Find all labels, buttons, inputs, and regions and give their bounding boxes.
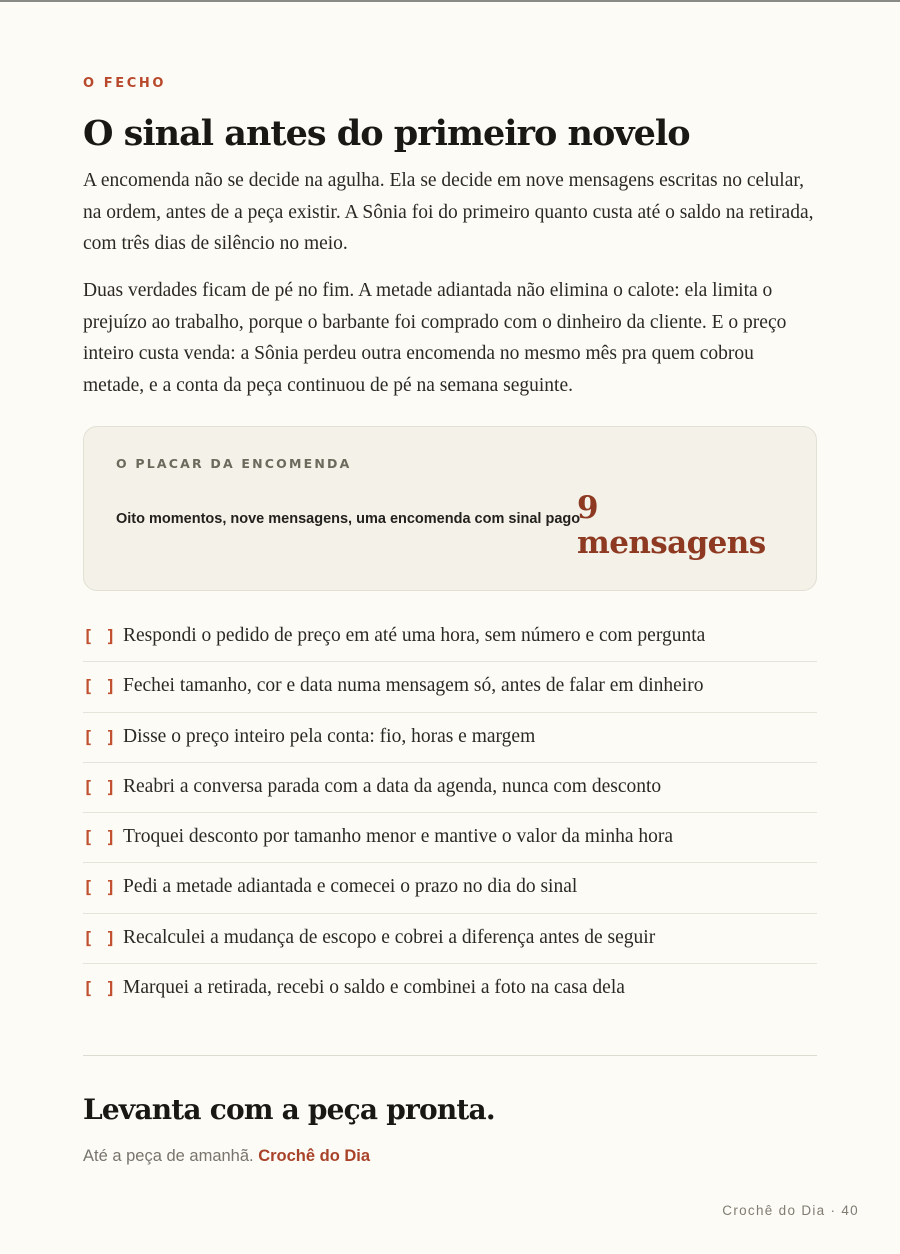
checkbox-icon[interactable]: [ ] [83, 878, 117, 899]
checklist-item[interactable] [83, 964, 817, 1014]
section-eyebrow: O FECHO [83, 76, 167, 91]
checkbox-icon[interactable]: [ ] [83, 777, 117, 798]
checkbox-icon[interactable]: [ ] [83, 727, 117, 748]
checklist-item[interactable] [83, 813, 817, 863]
section-divider [83, 1055, 817, 1056]
checklist-item[interactable] [83, 914, 817, 964]
section-title: O sinal antes do primeiro novelo [83, 113, 690, 154]
checkbox-icon[interactable]: [ ] [83, 627, 117, 647]
checkbox-icon[interactable]: [ ] [83, 828, 117, 849]
checklist-item[interactable] [83, 863, 817, 913]
conclusion-paragraph: Duas verdades ficam de pé no fim. A metade adiantada não elimina o calote: ela limita o prejuízo ao trabalho, porque o barbante foi comprado com o dinheiro da cliente. E o preço inteiro custa venda: a Sônia perdeu outra encomenda no mesmo mês pra quem cobrou metade, e a conta da peça continuou de pé na semana seguinte. [83, 280, 787, 396]
checklist-item-text: Pedi a metade adiantada e comecei o prazo no dia do sinal [123, 876, 578, 898]
checkbox-icon[interactable]: [ ] [83, 677, 117, 698]
checklist-item-text: Fechei tamanho, cor e data numa mensagem só, antes de falar em dinheiro [123, 675, 704, 697]
checklist-item-text: Reabri a conversa parada com a data da agenda, nunca com desconto [123, 775, 662, 797]
checklist-item-text: Troquei desconto por tamanho menor e mantive o valor da minha hora [123, 826, 674, 848]
scorecard-value [577, 491, 766, 561]
checklist-item-text: Marquei a retirada, recebi o saldo e combinei a foto na casa dela [123, 977, 625, 999]
scorecard-value-unit: mensagens [577, 525, 766, 561]
brand-name: Crochê do Dia [258, 1147, 371, 1165]
checklist-item[interactable] [83, 612, 817, 662]
checklist-item[interactable] [83, 662, 817, 712]
scorecard-description: Oito momentos, nove mensagens, uma encomenda com sinal pago [116, 511, 581, 527]
checklist-item[interactable] [83, 713, 817, 763]
checklist-item[interactable] [83, 763, 817, 813]
scorecard-value-number: 9 [577, 490, 598, 526]
checklist-item-text: Disse o preço inteiro pela conta: fio, horas e margem [123, 725, 536, 747]
scorecard-label: O PLACAR DA ENCOMENDA [116, 456, 352, 471]
signoff [83, 1145, 370, 1167]
scorecard [83, 426, 817, 591]
checklist-item-text: Recalculei a mudança de escopo e cobrei a diferença antes de seguir [123, 926, 656, 948]
signoff-text: Até a peça de amanhã. [83, 1147, 254, 1165]
checklist-item-text: Respondi o pedido de preço em até uma hora, sem número e com pergunta [123, 625, 706, 646]
intro-paragraph: A encomenda não se decide na agulha. Ela se decide em nove mensagens escritas no celular, na ordem, antes de a peça existir. A Sônia foi do primeiro quanto custa até o saldo na retirada, com três dias de silêncio no meio. [83, 170, 814, 254]
checkbox-icon[interactable]: [ ] [83, 928, 117, 949]
checklist [83, 612, 817, 1014]
closing-headline: Levanta com a peça pronta. [83, 1093, 495, 1126]
checkbox-icon[interactable]: [ ] [83, 979, 117, 1000]
page-footer: Crochê do Dia · 40 [722, 1203, 859, 1218]
